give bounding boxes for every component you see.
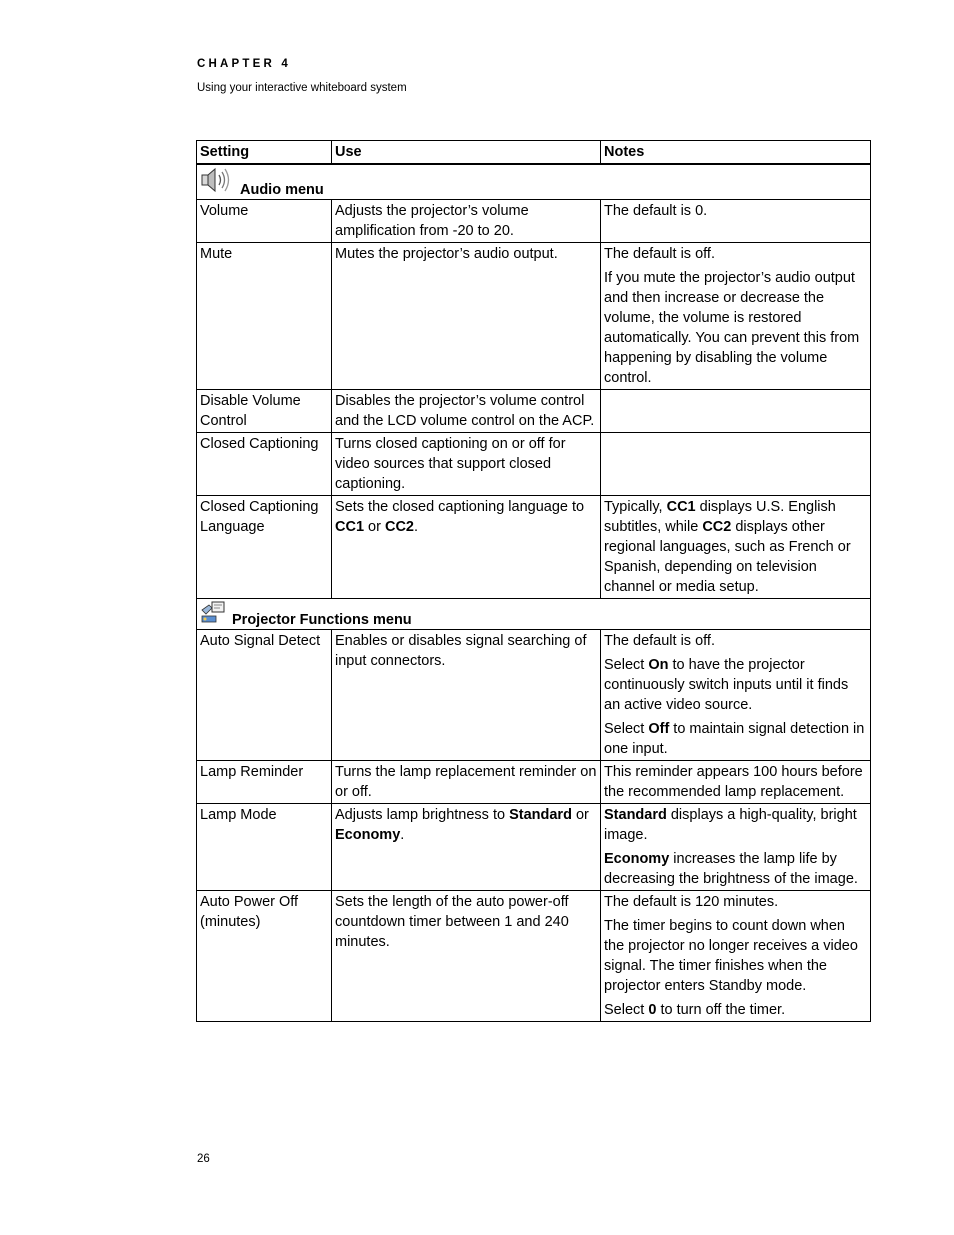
section-header-cell (197, 599, 871, 630)
section-title: Projector Functions menu (232, 612, 412, 628)
section-header-cell (197, 164, 871, 200)
chapter-subtitle: Using your interactive whiteboard system (197, 82, 407, 94)
chapter-label: CHAPTER 4 (197, 58, 291, 70)
column-header-notes: Notes (601, 141, 871, 165)
setting-cell: Disable Volume Control (197, 390, 332, 433)
note-paragraph: The default is off. (604, 633, 715, 649)
table-row (197, 630, 871, 761)
notes-cell (601, 630, 871, 761)
note-paragraph: The timer begins to count down when the projector no longer receives a video signal. The timer finishes when the projector enters Standby mode. (604, 918, 858, 994)
section-title: Audio menu (240, 182, 324, 198)
setting-cell: Closed Captioning (197, 433, 332, 496)
use-cell: Turns the lamp replacement reminder on or off. (332, 761, 601, 804)
table-row (197, 891, 871, 1022)
column-header-setting: Setting (197, 141, 332, 165)
notes-cell (601, 390, 871, 433)
notes-cell (601, 804, 871, 891)
note-paragraph: Economy increases the lamp life by decreasing the brightness of the image. (604, 851, 858, 887)
table-row (197, 761, 871, 804)
note-paragraph: Select 0 to turn off the timer. (604, 1002, 786, 1018)
table-row (197, 804, 871, 891)
notes-cell (601, 433, 871, 496)
note-paragraph: If you mute the projector’s audio output and then increase or decrease the volume, the volume is restored automatically. You can prevent this from happening by disabling the volume control. (604, 270, 860, 386)
notes-cell (601, 891, 871, 1022)
column-header-use: Use (332, 141, 601, 165)
use-cell: Mutes the projector’s audio output. (332, 243, 601, 390)
table-header-row (197, 141, 871, 165)
settings-table (196, 140, 871, 1022)
use-cell: Enables or disables signal searching of input connectors. (332, 630, 601, 761)
page-number: 26 (197, 1153, 210, 1165)
table-body (197, 164, 871, 1022)
setting-cell: Lamp Reminder (197, 761, 332, 804)
setting-cell: Closed Captioning Language (197, 496, 332, 599)
notes-cell (601, 496, 871, 599)
use-cell: Sets the closed captioning language to CC1 or CC2. (332, 496, 601, 599)
section-header-row (197, 599, 871, 630)
note-paragraph: Select On to have the projector continuously switch inputs until it finds an active video source. (604, 657, 849, 713)
table-row (197, 390, 871, 433)
use-cell: Adjusts the projector’s volume amplification from -20 to 20. (332, 200, 601, 243)
use-cell: Adjusts lamp brightness to Standard or Economy. (332, 804, 601, 891)
note-paragraph: Typically, CC1 displays U.S. English subtitles, while CC2 displays other regional languages, such as French or Spanish, depending on television channel or media setup. (604, 499, 851, 595)
note-paragraph: The default is 120 minutes. (604, 894, 779, 910)
table-row (197, 433, 871, 496)
section-header-row (197, 164, 871, 200)
note-paragraph: The default is off. (604, 246, 715, 262)
use-cell: Disables the projector’s volume control and the LCD volume control on the ACP. (332, 390, 601, 433)
use-cell: Sets the length of the auto power-off countdown timer between 1 and 240 minutes. (332, 891, 601, 1022)
setting-cell: Volume (197, 200, 332, 243)
note-paragraph: This reminder appears 100 hours before the recommended lamp replacement. (604, 764, 863, 800)
notes-cell (601, 761, 871, 804)
setting-cell: Lamp Mode (197, 804, 332, 891)
table-row (197, 243, 871, 390)
note-paragraph: Select Off to maintain signal detection in one input. (604, 721, 865, 757)
speaker-icon (200, 167, 234, 199)
note-paragraph: The default is 0. (604, 203, 708, 219)
table-row (197, 200, 871, 243)
setting-cell: Mute (197, 243, 332, 390)
use-cell: Turns closed captioning on or off for video sources that support closed captioning. (332, 433, 601, 496)
setting-cell: Auto Signal Detect (197, 630, 332, 761)
notes-cell (601, 200, 871, 243)
note-paragraph: Standard displays a high-quality, bright image. (604, 807, 857, 843)
notes-cell (601, 243, 871, 390)
table-row (197, 496, 871, 599)
setting-cell: Auto Power Off (minutes) (197, 891, 332, 1022)
projector-functions-icon (200, 601, 226, 629)
